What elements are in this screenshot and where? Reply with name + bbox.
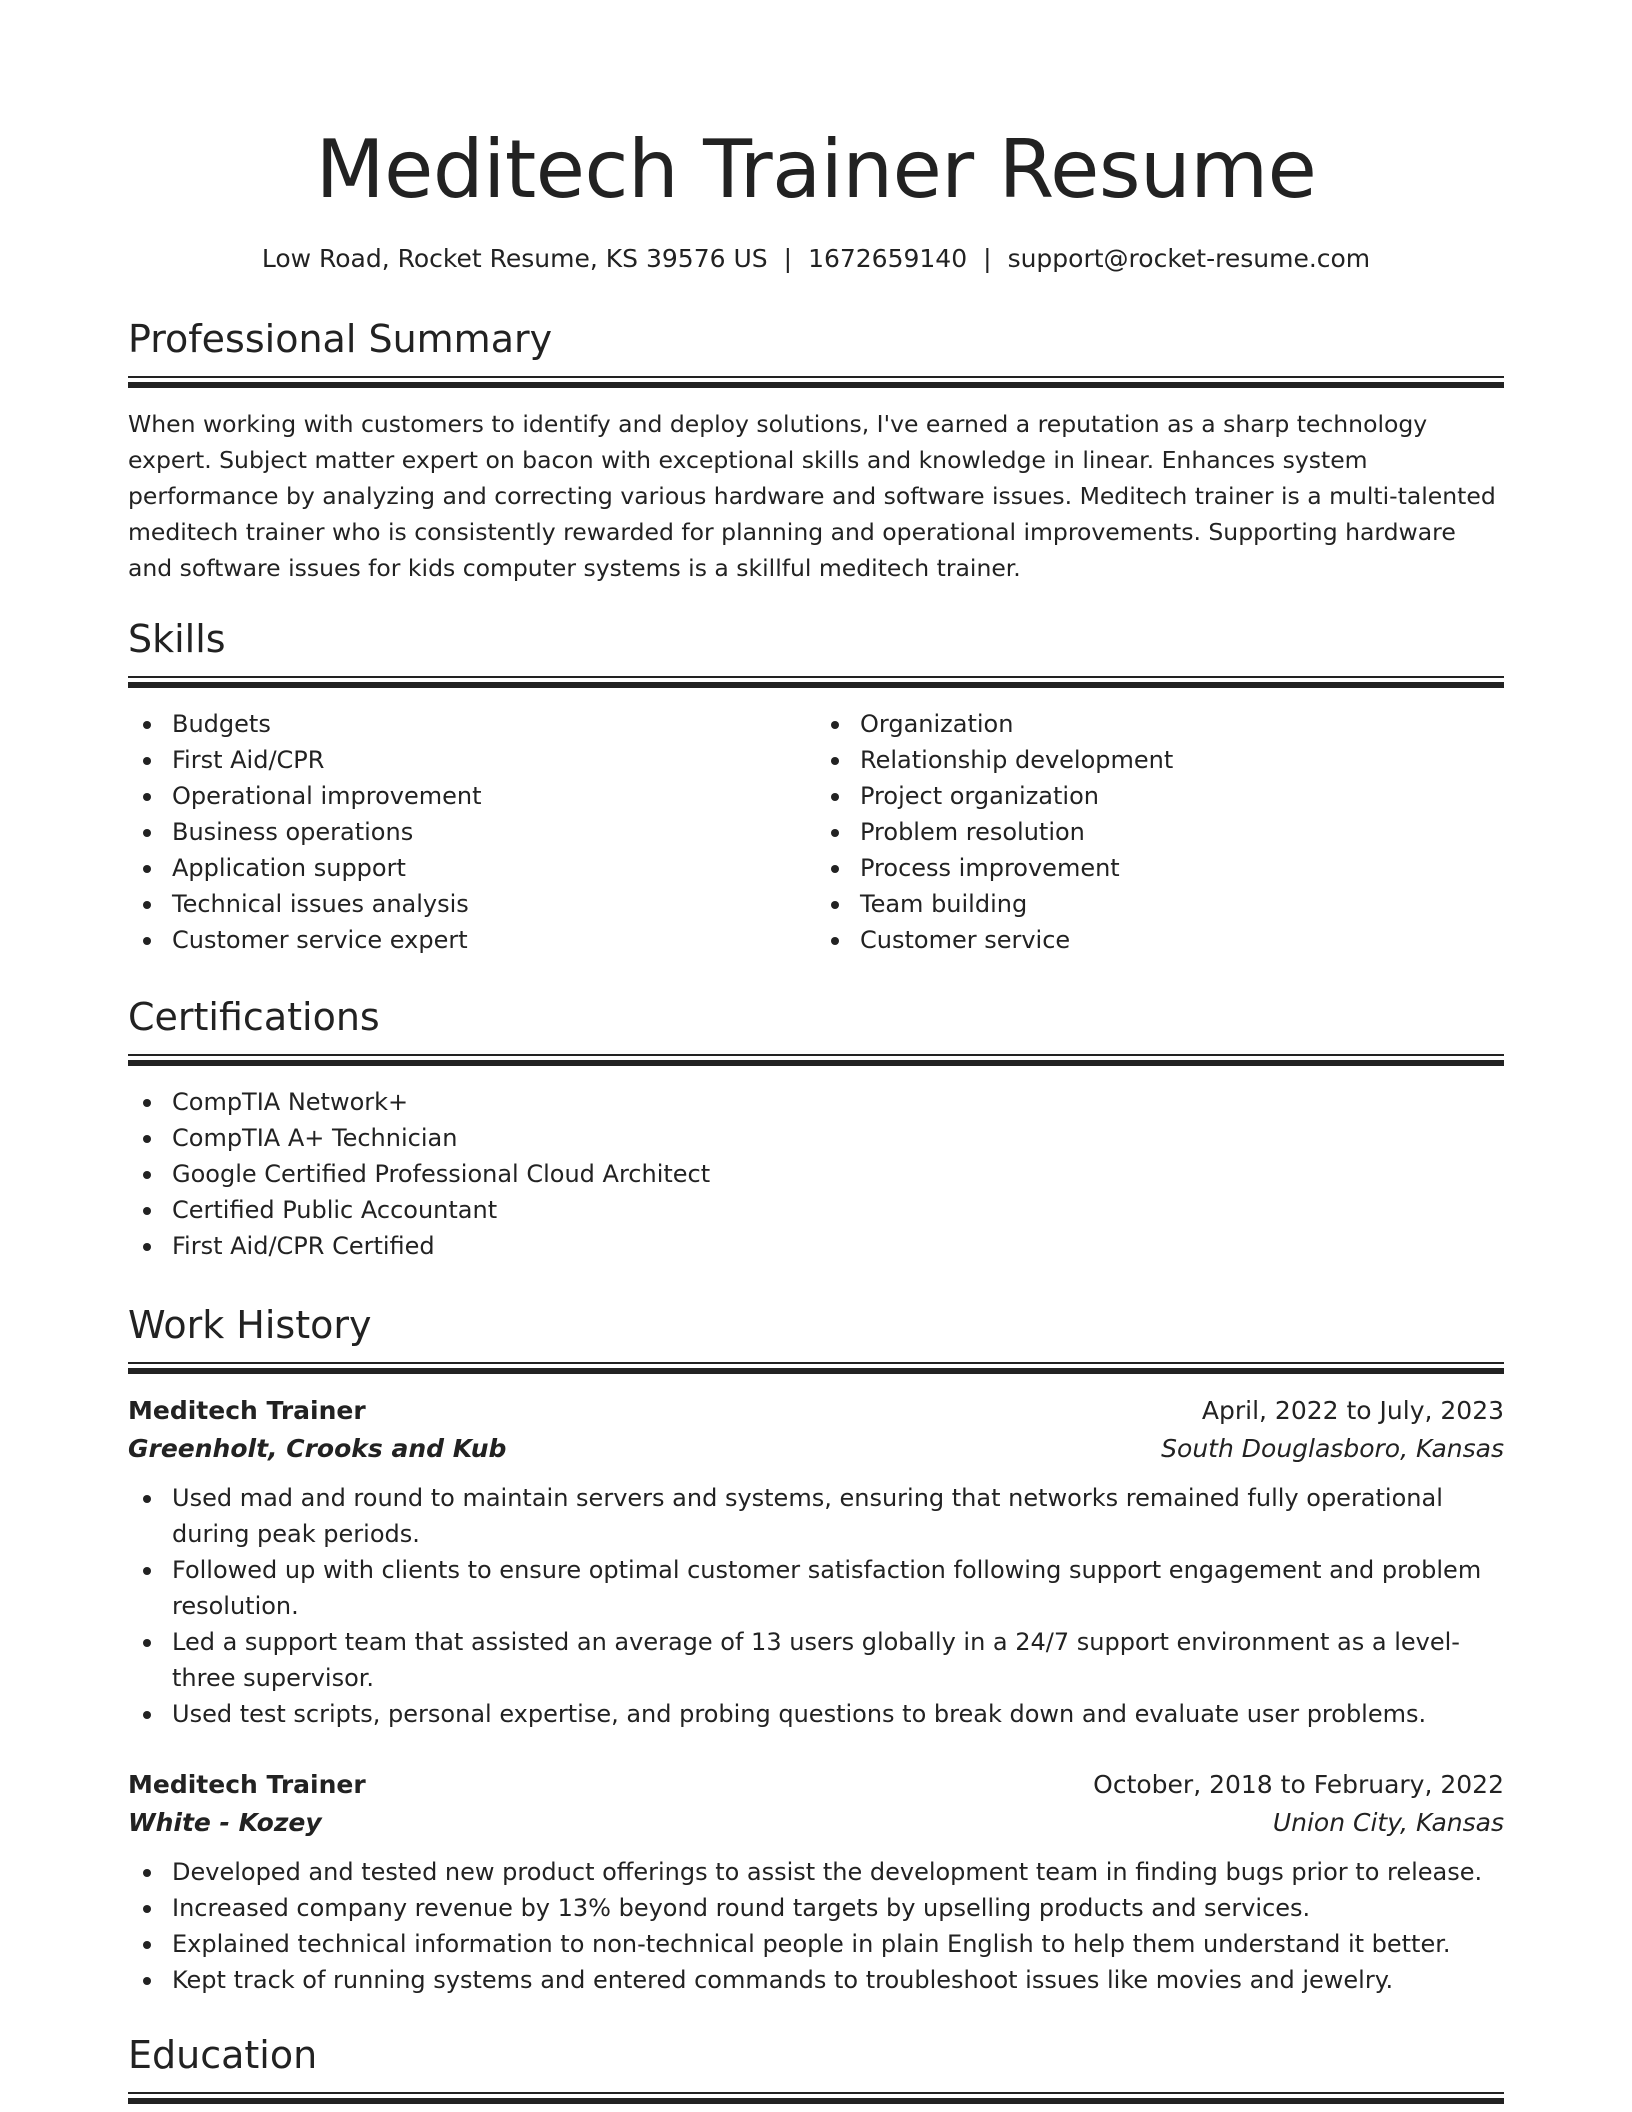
- job-subheader: [128, 1804, 1504, 1842]
- job-header: [128, 1766, 1504, 1804]
- skills-grid: [128, 706, 1504, 958]
- skill-item: Problem resolution: [816, 814, 1504, 850]
- skill-item: First Aid/CPR: [128, 742, 816, 778]
- certification-item: Google Certified Professional Cloud Architect: [128, 1156, 1504, 1192]
- contact-address: Low Road, Rocket Resume, KS 39576 US: [261, 244, 768, 273]
- contact-separator: |: [783, 244, 793, 273]
- job-subheader: [128, 1430, 1504, 1468]
- skills-list-right: [816, 706, 1504, 958]
- education-section: [128, 2032, 1504, 2104]
- skill-item: Team building: [816, 886, 1504, 922]
- skills-section: [128, 616, 1504, 958]
- skill-item: Business operations: [128, 814, 816, 850]
- job-entry: [128, 1392, 1504, 1732]
- job-location: South Douglasboro, Kansas: [1161, 1434, 1504, 1463]
- job-bullet: Kept track of running systems and entered commands to troubleshoot issues like movies and jewelry.: [128, 1962, 1504, 1998]
- skill-item: Relationship development: [816, 742, 1504, 778]
- skill-item: Operational improvement: [128, 778, 816, 814]
- section-title-certifications: Certifications: [128, 995, 380, 1039]
- skill-item: Application support: [128, 850, 816, 886]
- section-divider: [128, 376, 1504, 388]
- job-title: Meditech Trainer: [128, 1770, 366, 1799]
- skill-item: Budgets: [128, 706, 816, 742]
- job-bullet: Developed and tested new product offerings to assist the development team in finding bugs prior to release.: [128, 1854, 1504, 1890]
- job-header: [128, 1392, 1504, 1430]
- resume-name: Meditech Trainer Resume: [315, 123, 1317, 216]
- contact-email[interactable]: support@rocket-resume.com: [1007, 244, 1371, 273]
- job-bullet: Used test scripts, personal expertise, and probing questions to break down and evaluate user problems.: [128, 1696, 1504, 1732]
- skill-item: Customer service: [816, 922, 1504, 958]
- job-bullet: Explained technical information to non-technical people in plain English to help them understand it better.: [128, 1926, 1504, 1962]
- job-location: Union City, Kansas: [1272, 1808, 1504, 1837]
- certifications-section: [128, 994, 1504, 1264]
- certification-item: CompTIA A+ Technician: [128, 1120, 1504, 1156]
- job-bullet: Used mad and round to maintain servers and systems, ensuring that networks remained fully operational during peak periods.: [128, 1480, 1504, 1552]
- contact-separator: |: [983, 244, 992, 273]
- section-title-skills: Skills: [128, 617, 226, 661]
- skill-item: Technical issues analysis: [128, 886, 816, 922]
- summary-text: When working with customers to identify and deploy solutions, I've earned a reputation as a sharp technology expert. Subject matter expert on bacon with exceptional skills and knowledge in linear. Enhances system performance by analyzing and correcting various hardware and software issues. Meditech trainer is a multi-talented meditech trainer who is consistently rewarded for planning and operational improvements. Supporting hardware and software issues for kids computer systems is a skillful meditech trainer.: [128, 410, 1496, 582]
- section-divider: [128, 2092, 1504, 2104]
- skill-item: Process improvement: [816, 850, 1504, 886]
- certifications-list: [128, 1084, 1504, 1264]
- job-bullets: [128, 1854, 1504, 1998]
- job-company: Greenholt, Crooks and Kub: [128, 1434, 507, 1463]
- job-bullet: Increased company revenue by 13% beyond round targets by upselling products and services.: [128, 1890, 1504, 1926]
- section-divider: [128, 1362, 1504, 1374]
- job-dates: April, 2022 to July, 2023: [1201, 1396, 1504, 1425]
- section-title-education: Education: [128, 2033, 318, 2077]
- certification-item: Certified Public Accountant: [128, 1192, 1504, 1228]
- job-entry: [128, 1766, 1504, 1998]
- summary-section: [128, 316, 1504, 586]
- skill-item: Project organization: [816, 778, 1504, 814]
- certification-item: First Aid/CPR Certified: [128, 1228, 1504, 1264]
- job-dates: October, 2018 to February, 2022: [1093, 1770, 1504, 1799]
- section-title-summary: Professional Summary: [128, 317, 553, 361]
- section-title-work-history: Work History: [128, 1303, 372, 1347]
- job-bullet: Followed up with clients to ensure optimal customer satisfaction following support engagement and problem resolution.: [128, 1552, 1504, 1624]
- job-bullet: Led a support team that assisted an average of 13 users globally in a 24/7 support environment as a level-three supervisor.: [128, 1624, 1504, 1696]
- work-history-section: [128, 1302, 1504, 1998]
- job-company: White - Kozey: [128, 1808, 322, 1837]
- skills-list-left: [128, 706, 816, 958]
- section-divider: [128, 676, 1504, 688]
- contact-line: [128, 242, 1504, 276]
- job-bullets: [128, 1480, 1504, 1732]
- certification-item: CompTIA Network+: [128, 1084, 1504, 1120]
- skill-item: Organization: [816, 706, 1504, 742]
- contact-phone: 1672659140: [808, 244, 968, 273]
- section-divider: [128, 1054, 1504, 1066]
- job-title: Meditech Trainer: [128, 1396, 366, 1425]
- skill-item: Customer service expert: [128, 922, 816, 958]
